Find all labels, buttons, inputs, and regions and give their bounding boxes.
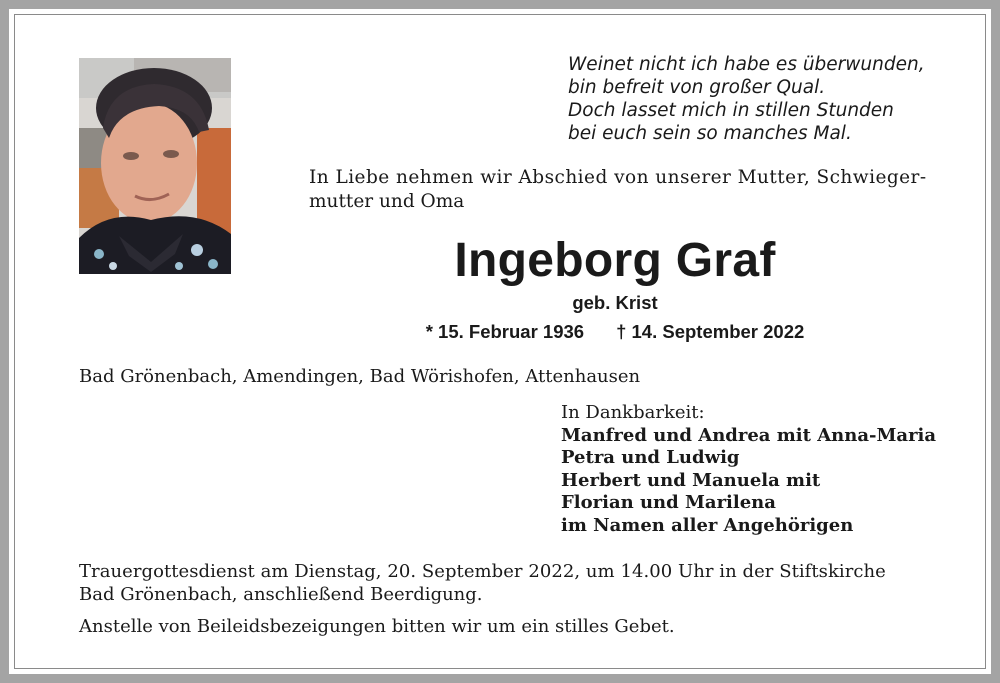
family-places: Bad Grönenbach, Amendingen, Bad Wörishofen, Attenhausen [79, 366, 641, 387]
condolence-request: Anstelle von Beileidsbezeigungen bitten wir um ein stilles Gebet. [79, 616, 675, 637]
funeral-service-info [79, 561, 929, 606]
thanks-heading: In Dankbarkeit: [561, 402, 705, 423]
maiden-name: geb. Krist [572, 292, 658, 313]
deceased-name: Ingeborg Graf [454, 234, 776, 287]
mourner-line: Petra und Ludwig [561, 447, 740, 468]
obituary-card [9, 9, 991, 674]
farewell-intro [309, 166, 929, 214]
mourner-line: Herbert und Manuela mit [561, 469, 821, 491]
mourner-line: Florian und Marilena [561, 492, 776, 513]
memorial-poem [568, 53, 968, 145]
portrait-photo [79, 58, 231, 274]
mourner-line: im Namen aller Angehörigen [561, 514, 854, 536]
mourner-line: Manfred und Andrea mit Anna-Maria [561, 424, 937, 446]
service-line: Trauergottesdienst am Dienstag, 20. September 2022, um 14.00 Uhr in der Stiftskirche [79, 561, 886, 582]
intro-line: mutter und Oma [309, 191, 465, 212]
poem-line: Weinet nicht ich habe es überwunden, [568, 54, 925, 75]
life-dates [309, 320, 921, 344]
mourners-block [561, 402, 961, 537]
poem-line: bei euch sein so manches Mal. [568, 123, 852, 144]
poem-line: bin befreit von großer Qual. [568, 77, 826, 98]
intro-line: In Liebe nehmen wir Abschied von unserer Mutter, Schwieger- [309, 167, 927, 188]
poem-line: Doch lasset mich in stillen Stunden [568, 100, 894, 121]
birth-date: * 15. Februar 1936 [425, 321, 585, 342]
service-line: Bad Grönenbach, anschließend Beerdigung. [79, 583, 483, 605]
death-date: † 14. September 2022 [616, 321, 805, 342]
